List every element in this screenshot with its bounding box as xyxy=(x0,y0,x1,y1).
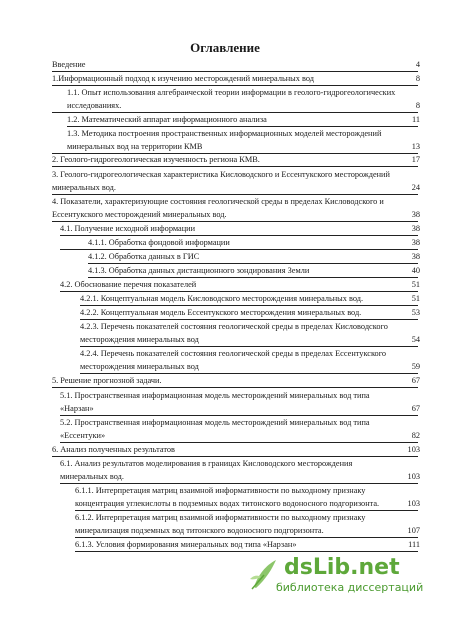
toc-entry-text: месторождения минеральных вод xyxy=(80,362,199,371)
toc-entry-text: 4.1. Получение исходной информации xyxy=(60,224,196,233)
toc-page-number: 54 xyxy=(411,335,420,344)
toc-page-number: 24 xyxy=(411,183,420,192)
toc-entry-underline xyxy=(52,112,418,113)
toc-entry-text: месторождения минеральных вод xyxy=(80,335,199,344)
toc-entry-text: 6.1.1. Интерпретация матриц взаимной информативности по выходному признаку xyxy=(75,486,366,495)
toc-entry-underline xyxy=(60,442,418,443)
toc-entry-text: Ессентукского месторождений минеральных вод. xyxy=(52,210,227,219)
toc-entry-underline xyxy=(75,537,418,538)
toc-entry-text: «Нарзан» xyxy=(60,404,94,413)
toc-entry-underline xyxy=(75,510,418,511)
toc-entry-text: 6.1. Анализ результатов моделирования в границах Кисловодского месторождения xyxy=(60,459,353,468)
toc-entry-text: 4.2.1. Концептуальная модель Кисловодского месторождения минеральных вод. xyxy=(80,294,364,303)
toc-entry-underline xyxy=(52,166,418,167)
toc-entry-text: 3. Геолого-гидрогеологическая характеристика Кисловодского и Ессентукского месторождений xyxy=(52,170,390,179)
toc-entry-text: 2. Геолого-гидрогеологическая изученность региона КМВ. xyxy=(52,155,260,164)
toc-entry-underline xyxy=(52,153,418,154)
page-title: Оглавление xyxy=(190,40,260,55)
toc-entry-underline xyxy=(67,126,418,127)
toc-entry-text: 5.1. Пространственная информационная модель месторождений минеральных вод типа xyxy=(60,391,370,400)
toc-page-number: 82 xyxy=(411,431,420,440)
toc-entry-underline xyxy=(80,319,418,320)
toc-page-number: 53 xyxy=(411,308,420,317)
toc-page-number: 8 xyxy=(415,101,420,110)
toc-entry-text: 6.1.3. Условия формирования минеральных вод типа «Нарзан» xyxy=(75,540,297,549)
toc-entry-text: 4.2.2. Концептуальная модель Ессентукского месторождения минеральных вод. xyxy=(80,308,362,317)
toc-entry-underline xyxy=(52,194,418,195)
toc-entry-underline xyxy=(60,235,418,236)
toc-entry-underline xyxy=(88,277,418,278)
toc-entry-text: 4.2.3. Перечень показателей состояния геологической среды в пределах Кисловодского xyxy=(80,322,388,331)
toc-page-number: 111 xyxy=(408,540,420,549)
toc-page-number: 38 xyxy=(411,252,420,261)
toc-entry-text: «Ессентуки» xyxy=(60,431,106,440)
toc-entry-text: 4. Показатели, характеризующие состояния геологической среды в пределах Кисловодского и xyxy=(52,197,384,206)
toc-entry-underline xyxy=(52,456,418,457)
toc-page-number: 103 xyxy=(407,472,420,481)
toc-entry-text: 1.2. Математический аппарат информационного анализа xyxy=(67,115,267,124)
toc-entry-text: 5.2. Пространственная информационная модель месторождений минеральных вод типа xyxy=(60,418,370,427)
toc-entry-text: 6. Анализ полученных результатов xyxy=(52,445,175,454)
toc-entry-underline xyxy=(60,483,418,484)
toc-page-number: 38 xyxy=(411,224,420,233)
toc-entry-text: 4.1.3. Обработка данных дистанционного зондирования Земли xyxy=(88,266,310,275)
toc-entry-text: исследованиях. xyxy=(67,101,122,110)
toc-entry-text: Введение xyxy=(52,60,86,69)
toc-page-number: 107 xyxy=(407,526,420,535)
toc-page-number: 67 xyxy=(411,404,420,413)
watermark-logo: dsLib.net xyxy=(284,555,400,580)
toc-page-number: 67 xyxy=(411,376,420,385)
toc-entry-text: концентрация углекислоты в подземных водах титонского водоносного подгоризонта. xyxy=(75,499,380,508)
toc-entry-text: 4.1.1. Обработка фондовой информации xyxy=(88,238,230,247)
toc-entry-underline xyxy=(52,71,418,72)
toc-entry-underline xyxy=(52,387,418,388)
toc-page-number: 38 xyxy=(411,210,420,219)
toc-page-number: 59 xyxy=(411,362,420,371)
toc-page-number: 13 xyxy=(411,142,420,151)
toc-entry-underline xyxy=(80,373,418,374)
watermark-subtitle: библиотека диссертаций xyxy=(276,581,424,594)
toc-page-number: 40 xyxy=(411,266,420,275)
toc-entry-text: минерализация подземных вод титонского водоносного подгоризонта. xyxy=(75,526,324,535)
toc-entry-underline xyxy=(88,263,418,264)
toc-entry-text: 4.2. Обоснование перечня показателей xyxy=(60,280,197,289)
toc-page-number: 17 xyxy=(411,155,420,164)
toc-page-number: 38 xyxy=(411,238,420,247)
toc-entry-underline xyxy=(60,291,418,292)
toc-entry-text: 1.3. Методика построения пространственных информационных моделей месторождений xyxy=(67,129,382,138)
toc-entry-text: 6.1.2. Интерпретация матриц взаимной информативности по выходному признаку xyxy=(75,513,366,522)
watermark xyxy=(242,555,432,595)
toc-page-number: 8 xyxy=(415,74,420,83)
toc-entry-underline xyxy=(60,415,418,416)
toc-entry-underline xyxy=(52,85,418,86)
toc-entry-text: 1.Информационный подход к изучению месторождений минеральных вод xyxy=(52,74,314,83)
toc-page-number: 4 xyxy=(415,60,420,69)
toc-entry-underline xyxy=(80,346,418,347)
toc-page-number: 51 xyxy=(411,294,420,303)
toc-page-number: 51 xyxy=(411,280,420,289)
toc-entry-text: 1.1. Опыт использования алгебраической теории информации в геолого-гидрогеологических xyxy=(67,88,396,97)
toc-page-number: 103 xyxy=(407,499,420,508)
toc-page-number: 11 xyxy=(412,115,420,124)
toc-entry-text: минеральных вод. xyxy=(60,472,124,481)
toc-entry-text: 4.2.4. Перечень показателей состояния геологической среды в пределах Ессентукского xyxy=(80,349,387,358)
toc-entry-underline xyxy=(60,249,418,250)
toc-page-number: 103 xyxy=(407,445,420,454)
toc-entry-text: минеральных вод на территории КМВ xyxy=(67,142,203,151)
toc-entry-underline xyxy=(80,305,418,306)
toc-entry-underline xyxy=(75,551,418,552)
toc-entry-text: 5. Решение прогнозной задачи. xyxy=(52,376,162,385)
toc-entry-underline xyxy=(52,221,418,222)
toc-entry-text: 4.1.2. Обработка данных в ГИС xyxy=(88,252,200,261)
toc-entry-text: минеральных вод. xyxy=(52,183,116,192)
